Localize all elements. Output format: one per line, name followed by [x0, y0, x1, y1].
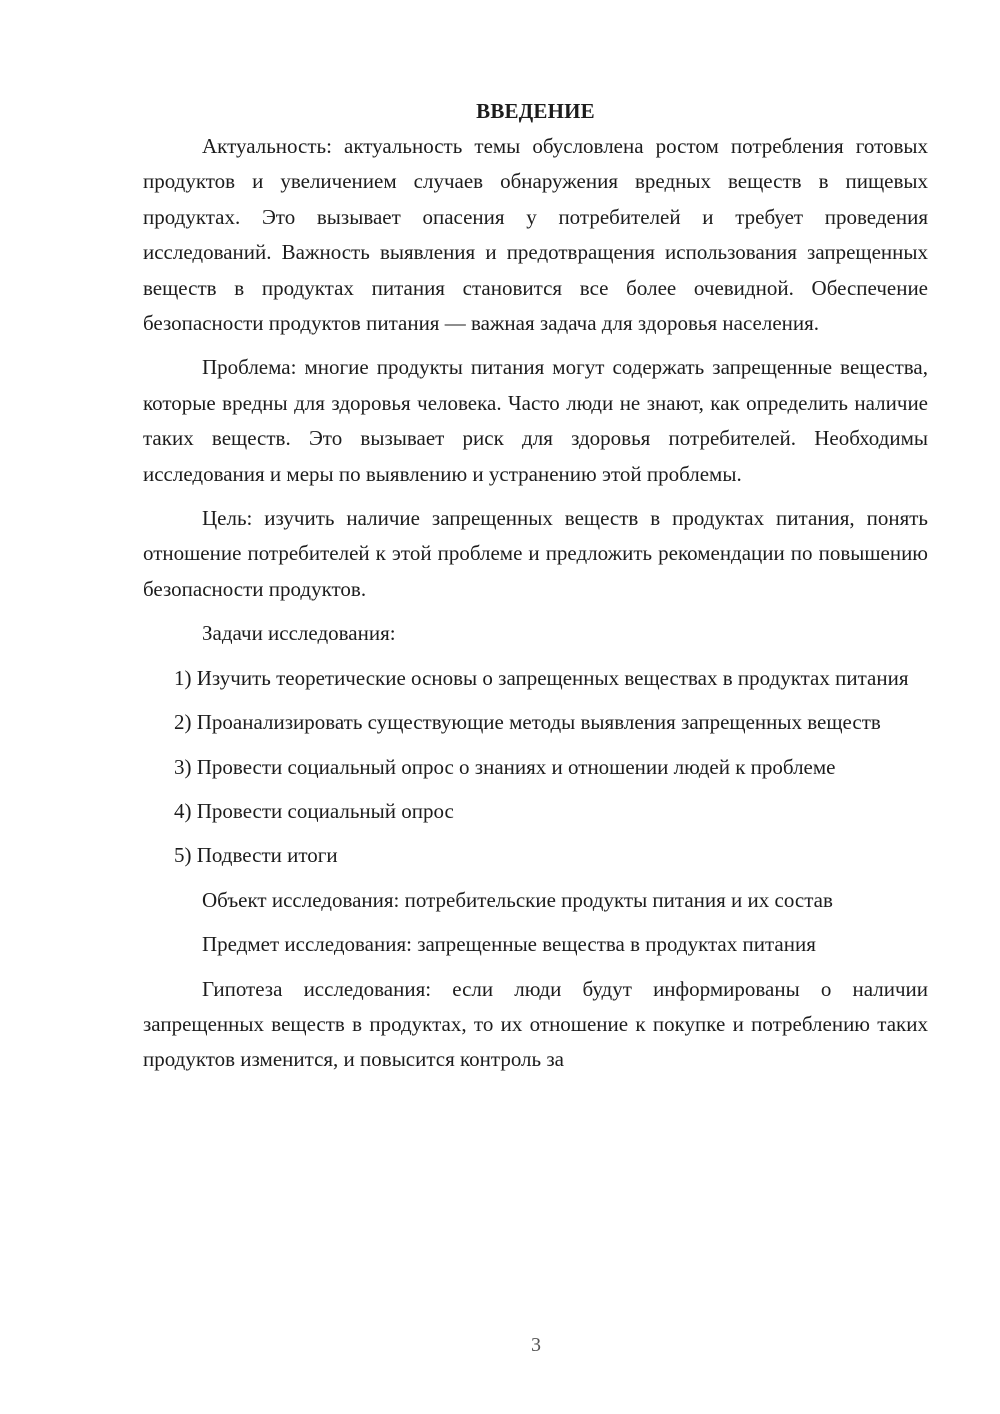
task-item: 4) Провести социальный опрос [174, 798, 454, 823]
object-paragraph: Объект исследования: потребительские продукты питания и их состав [202, 887, 833, 912]
task-item: 1) Изучить теоретические основы о запрещенных веществах в продуктах питания [174, 665, 909, 690]
relevance-paragraph: Актуальность: актуальность темы обусловлена ростом потребления готовых продуктов и увеличением случаев обнаружения вредных веществ в пищевых продуктах. Это вызывает опасения у потребителей и требует проведения исследований. Важность выявления и предотвращения использования запрещенных веществ в продуктах питания становится все более очевидной. Обеспечение безопасности продуктов питания — важная задача для здоровья населения. [143, 134, 928, 336]
goal-paragraph: Цель: изучить наличие запрещенных веществ в продуктах питания, понять отношение потребителей к этой проблеме и предложить рекомендации по повышению безопасности продуктов. [143, 506, 928, 601]
page-number: 3 [531, 1334, 541, 1356]
page-title: ВВЕДЕНИЕ [476, 99, 595, 123]
page-content [143, 93, 928, 1087]
hypothesis-paragraph: Гипотеза исследования: если люди будут информированы о наличии запрещенных веществ в продуктах, то их отношение к покупке и потреблению таких продуктов изменится, и повысится контроль за [143, 976, 928, 1072]
tasks-heading: Задачи исследования: [202, 621, 396, 646]
task-item: 2) Проанализировать существующие методы выявления запрещенных веществ [174, 710, 881, 735]
task-item: 5) Подвести итоги [174, 843, 338, 868]
subject-paragraph: Предмет исследования: запрещенные вещества в продуктах питания [202, 932, 816, 957]
problem-paragraph: Проблема: многие продукты питания могут содержать запрещенные вещества, которые вредны для здоровья человека. Часто люди не знают, как определить наличие таких веществ. Это вызывает риск для здоровья потребителей. Необходимы исследования и меры по выявлению и устранению этой проблемы. [143, 355, 928, 486]
task-item: 3) Провести социальный опрос о знаниях и отношении людей к проблеме [174, 754, 836, 779]
